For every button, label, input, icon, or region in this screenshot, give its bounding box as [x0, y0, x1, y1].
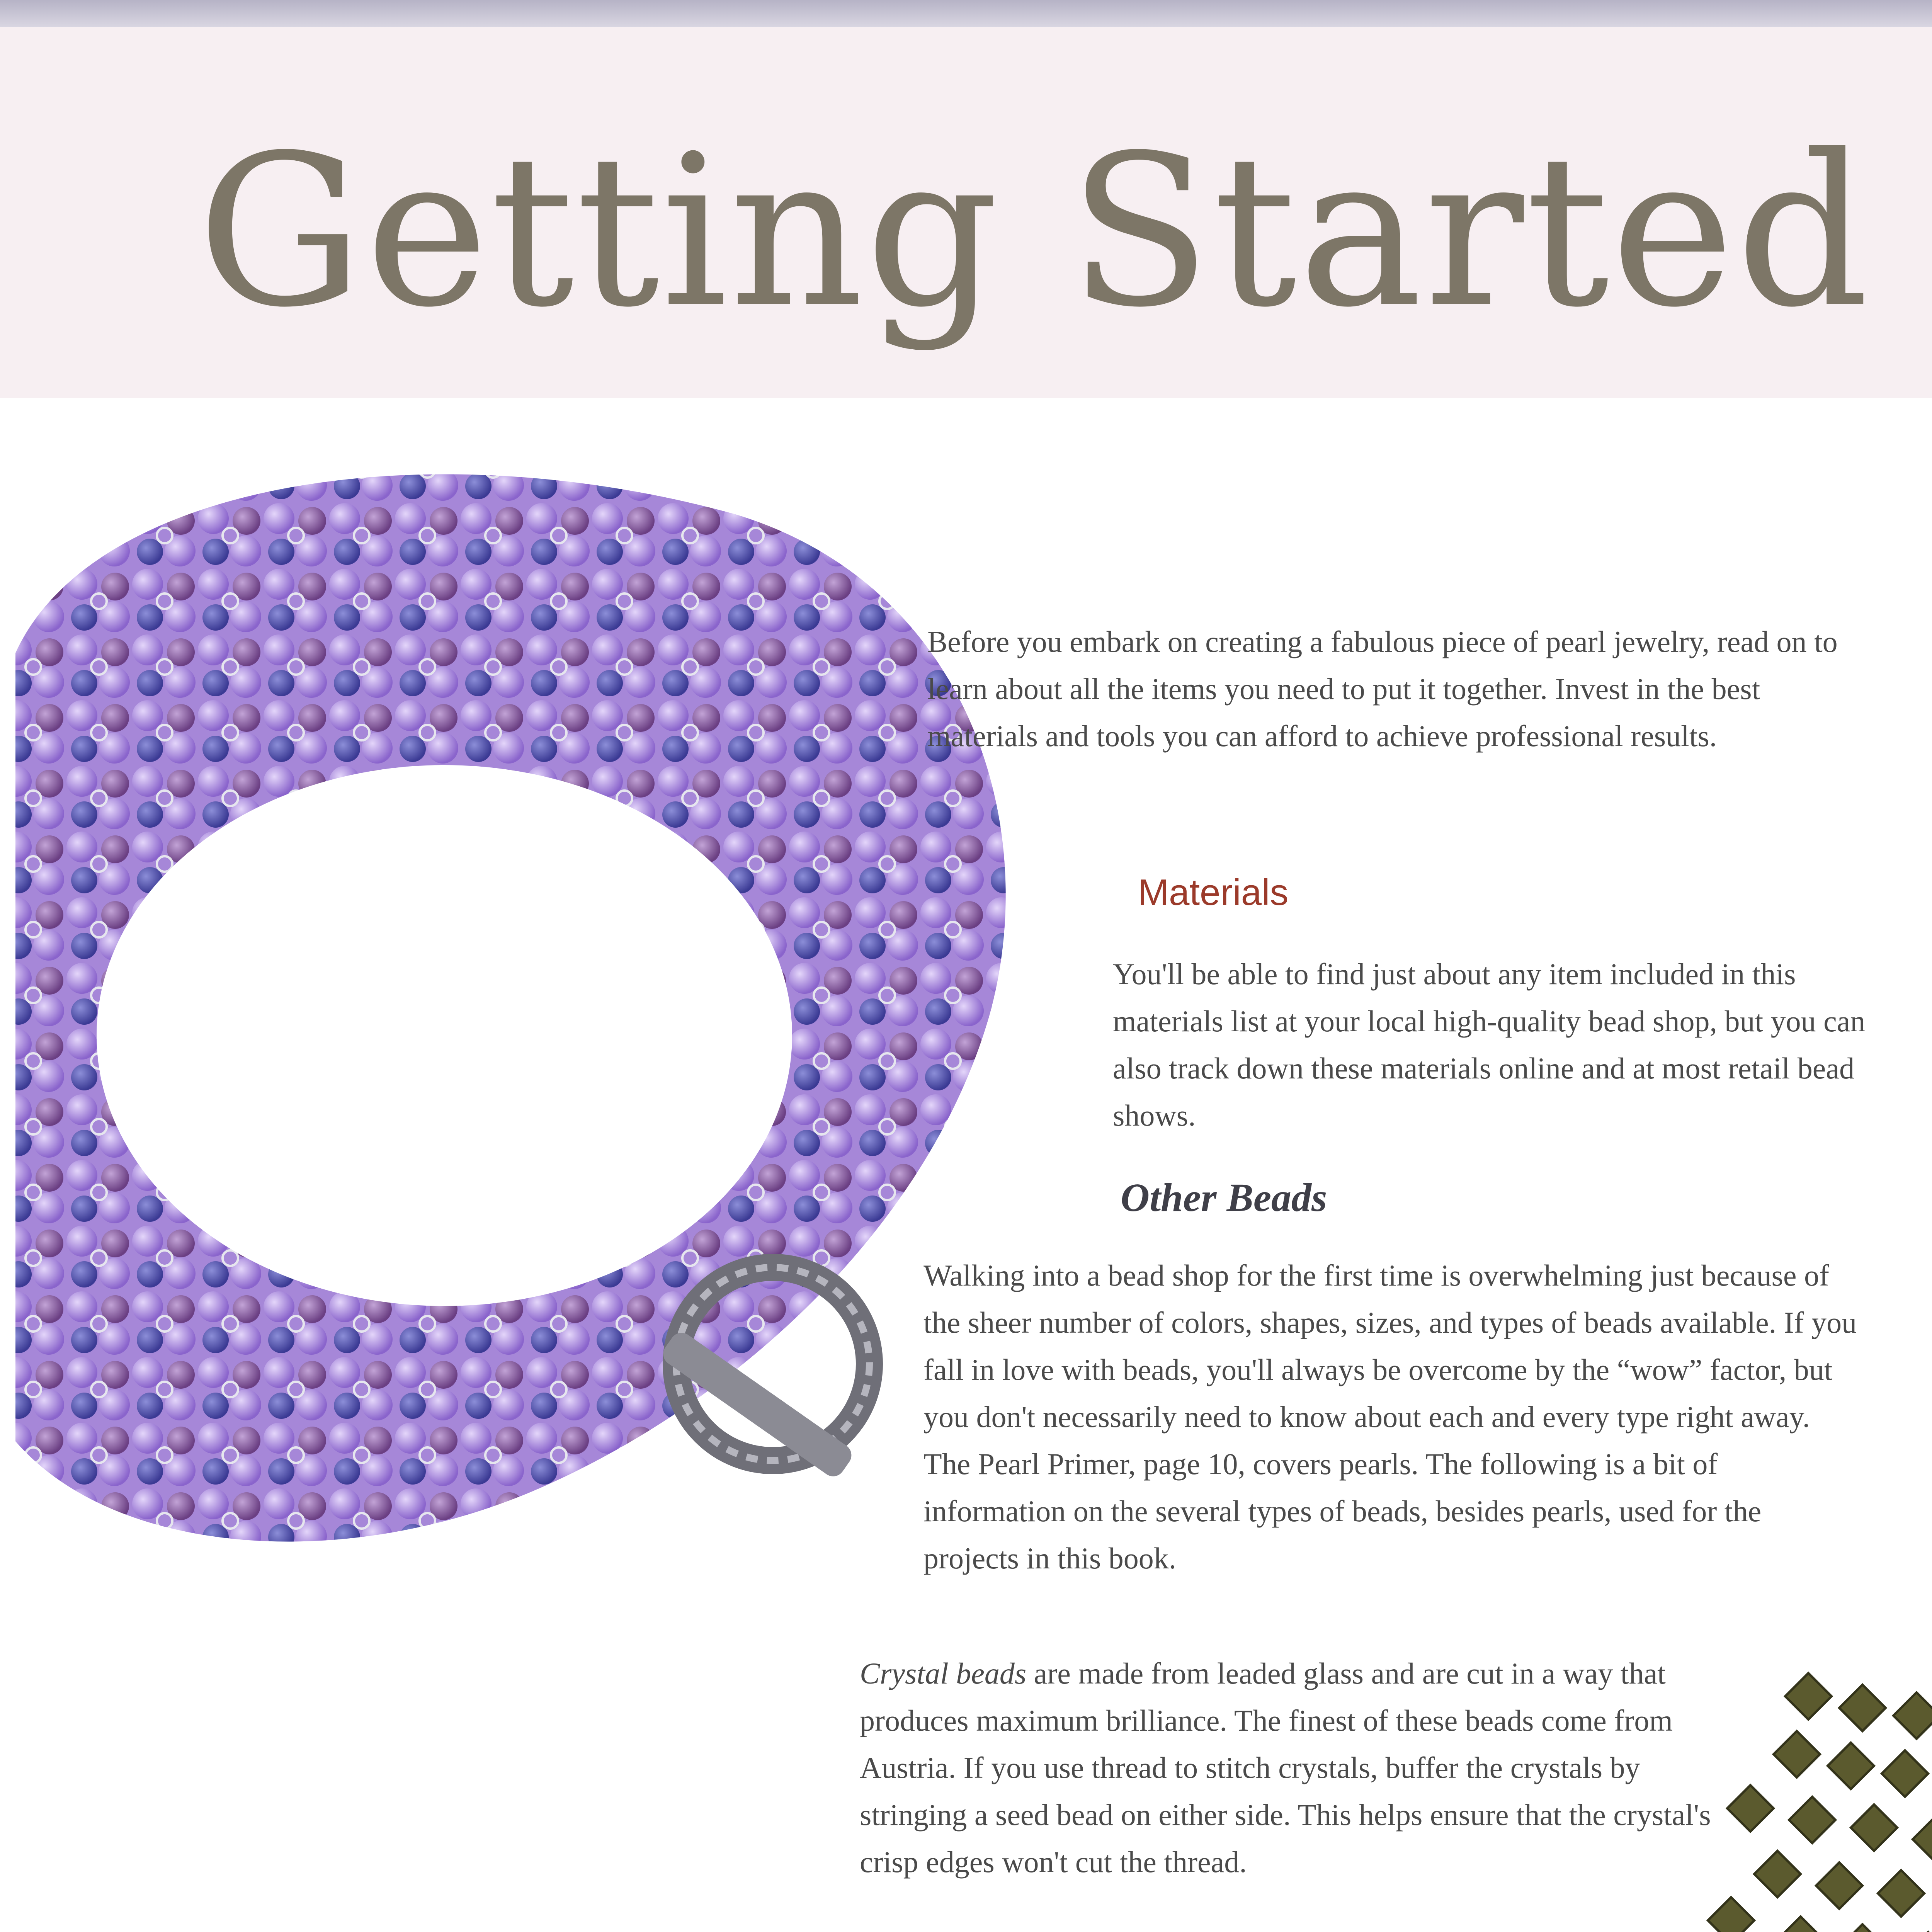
page-title: Getting Started [197, 111, 1871, 353]
crystal-beads-text: are made from leaded glass and are cut in a way that produces maximum brilliance. The finest of these beads come from Austria. If you use thread to stitch crystals, buffer the crystals by stringing a seed bead on either side. This helps ensure that the crystal's crisp edges won't cut the thread. [860, 1656, 1711, 1879]
top-edge-band [0, 0, 1932, 27]
materials-heading: Materials [1138, 872, 1289, 913]
intro-paragraph: Before you embark on creating a fabulous piece of pearl jewelry, read on to learn about all the items you need to put it together. Invest in the best materials and tools you can afford to achieve professional results. [927, 625, 1838, 753]
other-beads-paragraph: Walking into a bead shop for the first time is overwhelming just because of the sheer number of colors, shapes, sizes, and types of beads available. If you fall in love with beads, you'll always be overcome by the “wow” factor, but you don't necessarily need to know about each and every type right away. The Pearl Primer, page 10, covers pearls. The following is a bit of information on the several types of beads, besides pearls, used for the projects in this book. [923, 1259, 1857, 1575]
materials-paragraph: You'll be able to find just about any item included in this materials list at your local high-quality bead shop, but you can also track down these materials online and at most retail bead shows. [1113, 957, 1866, 1132]
olive-crystal-beads-photo [1700, 1669, 1932, 1932]
crystal-beads-paragraph [860, 1650, 1733, 1886]
crystal-beads-term: Crystal beads [860, 1656, 1027, 1690]
other-beads-heading: Other Beads [1121, 1175, 1327, 1220]
